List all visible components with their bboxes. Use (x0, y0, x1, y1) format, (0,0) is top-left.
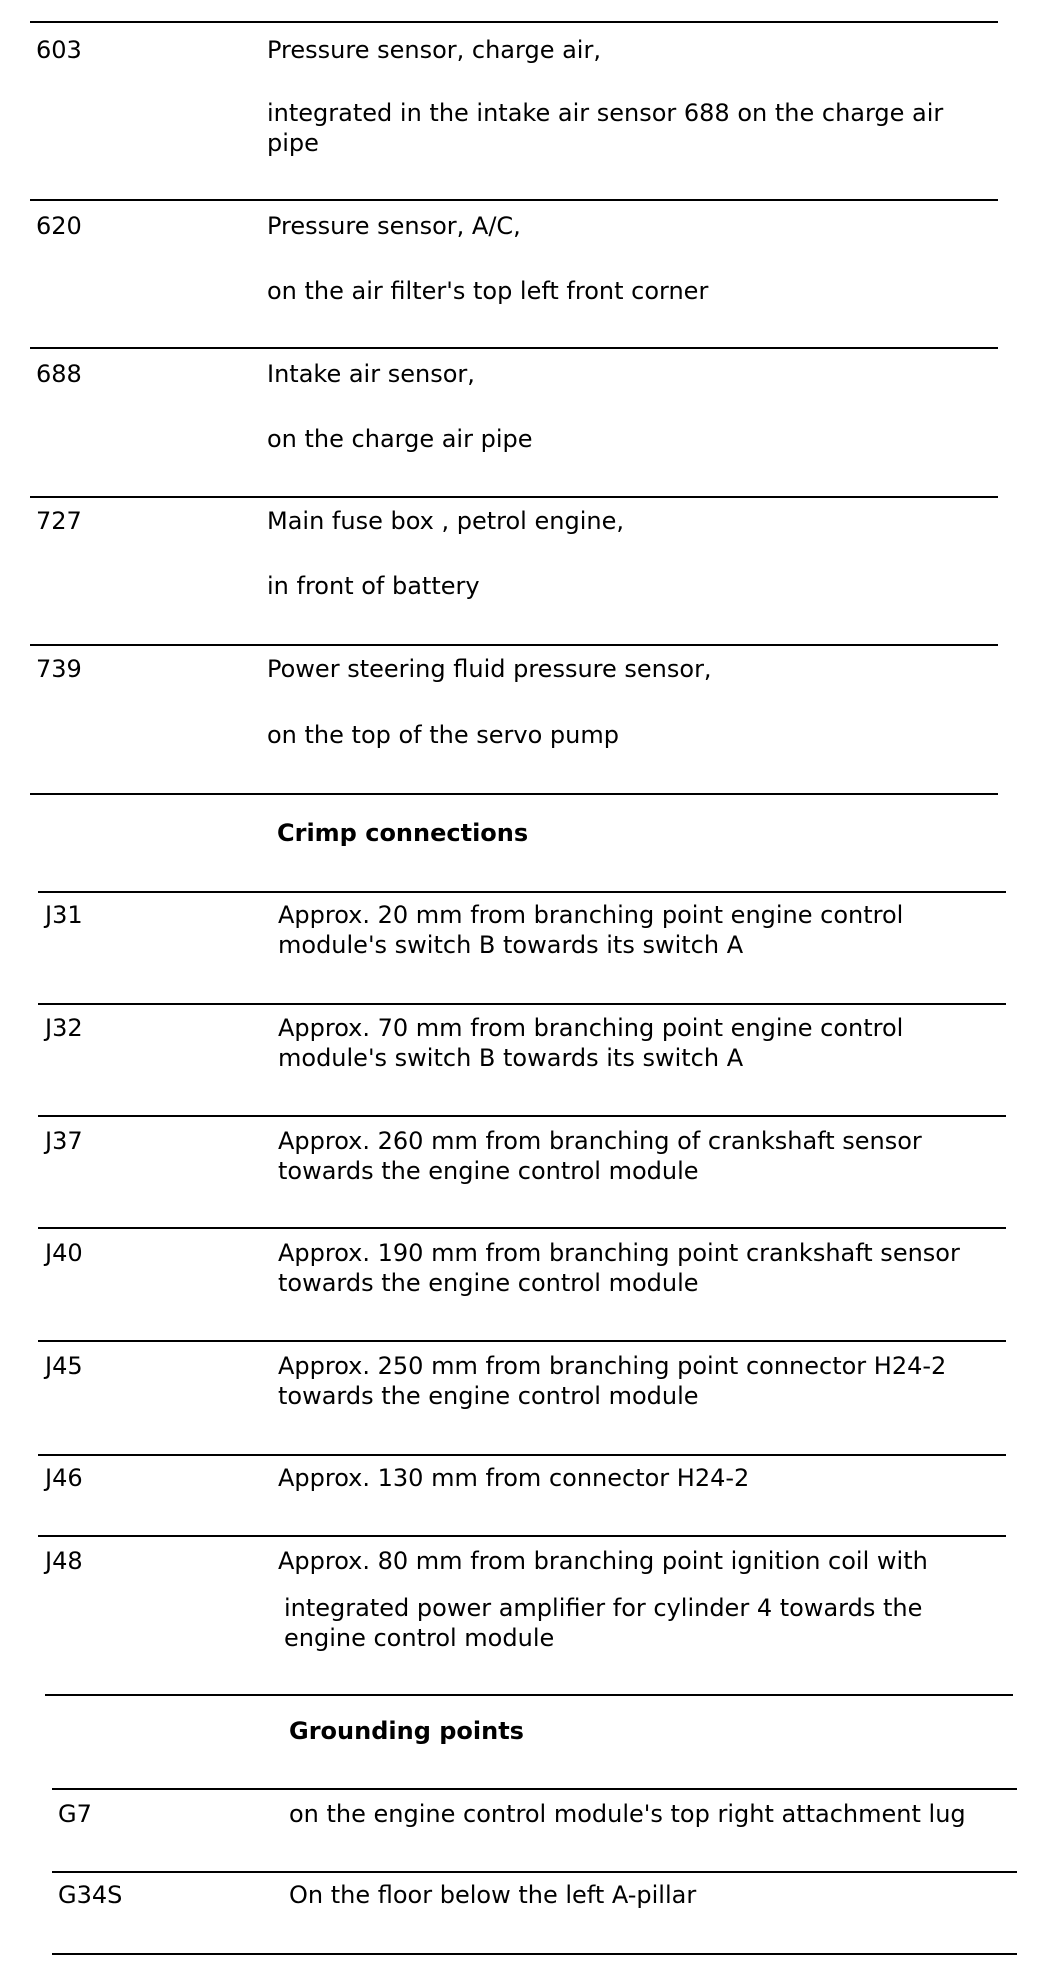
row-description: Approx. 250 mm from branching point connector H24-2 (278, 1352, 947, 1380)
row-code: J32 (45, 1014, 83, 1042)
row-description: Approx. 260 mm from branching of crankshaft sensor (278, 1127, 922, 1155)
divider (38, 1340, 1006, 1342)
row-code: 620 (36, 212, 82, 240)
divider (52, 1953, 1017, 1955)
section-heading: Grounding points (289, 1717, 524, 1745)
row-code: 603 (36, 36, 82, 64)
row-description: on the charge air pipe (267, 425, 533, 453)
row-code: J48 (45, 1547, 83, 1575)
row-description: Approx. 190 mm from branching point crankshaft sensor (278, 1239, 960, 1267)
divider (30, 793, 998, 795)
divider (30, 199, 998, 201)
divider (52, 1788, 1017, 1790)
row-code: G34S (58, 1881, 123, 1909)
row-description: integrated power amplifier for cylinder 4 towards the (284, 1594, 923, 1622)
row-description: Main fuse box , petrol engine, (267, 507, 624, 535)
row-description: Approx. 80 mm from branching point ignition coil with (278, 1547, 928, 1575)
row-description: module's switch B towards its switch A (278, 1044, 744, 1072)
divider (38, 1003, 1006, 1005)
section-heading: Crimp connections (277, 819, 529, 847)
row-description: Pressure sensor, charge air, (267, 36, 601, 64)
row-description: in front of battery (267, 572, 480, 600)
row-code: J45 (45, 1352, 83, 1380)
row-description: on the engine control module's top right attachment lug (289, 1800, 966, 1828)
divider (38, 1227, 1006, 1229)
row-description: module's switch B towards its switch A (278, 931, 744, 959)
row-code: 739 (36, 655, 82, 683)
row-description: towards the engine control module (278, 1382, 699, 1410)
divider (52, 1871, 1017, 1873)
row-description: Intake air sensor, (267, 360, 475, 388)
divider (30, 496, 998, 498)
divider (38, 1535, 1006, 1537)
row-description: towards the engine control module (278, 1269, 699, 1297)
row-code: J40 (45, 1239, 83, 1267)
divider (30, 347, 998, 349)
row-description: pipe (267, 129, 319, 157)
row-code: J31 (45, 901, 83, 929)
row-description: on the air filter's top left front corner (267, 277, 709, 305)
row-code: J46 (45, 1464, 83, 1492)
row-description: Power steering fluid pressure sensor, (267, 655, 712, 683)
divider (38, 1454, 1006, 1456)
row-description: Approx. 20 mm from branching point engine control (278, 901, 904, 929)
divider (38, 891, 1006, 893)
row-description: on the top of the servo pump (267, 721, 619, 749)
divider (45, 1694, 1013, 1696)
row-description: Approx. 70 mm from branching point engine control (278, 1014, 904, 1042)
row-code: G7 (58, 1800, 92, 1828)
divider (38, 1115, 1006, 1117)
divider (30, 21, 998, 23)
row-description: integrated in the intake air sensor 688 on the charge air (267, 99, 944, 127)
row-description: Pressure sensor, A/C, (267, 212, 521, 240)
row-code: 688 (36, 360, 82, 388)
divider (30, 644, 998, 646)
row-description: Approx. 130 mm from connector H24-2 (278, 1464, 750, 1492)
row-code: 727 (36, 507, 82, 535)
row-description: On the floor below the left A-pillar (289, 1881, 697, 1909)
row-description: towards the engine control module (278, 1157, 699, 1185)
row-description: engine control module (284, 1624, 555, 1652)
row-code: J37 (45, 1127, 83, 1155)
